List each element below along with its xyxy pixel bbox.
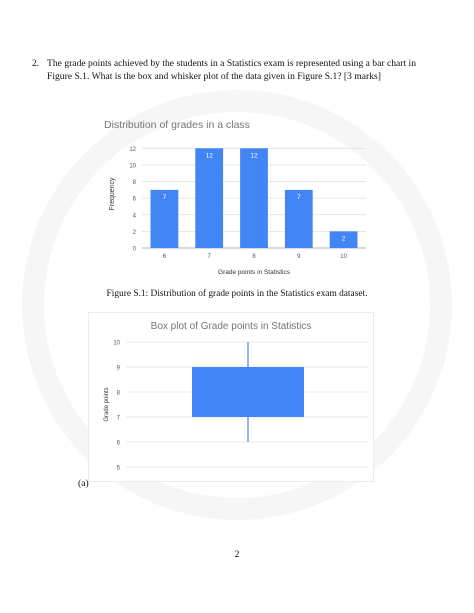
y-tick-label: 6 — [132, 196, 136, 203]
y-tick-label: 4 — [132, 213, 136, 220]
y-tick-label: 8 — [132, 180, 136, 187]
bar-data-label: 7 — [296, 193, 301, 201]
x-axis-label: Grade points in Statistics — [218, 269, 290, 276]
x-tick-label: 9 — [297, 254, 301, 260]
question-text: The grade points achieved by the students in a Statistics exam is represented using a bar chart in Figure S.1. What is the box and whisker plot of the data given in Figure S.1? [3 marks] — [47, 58, 416, 82]
x-tick-label: 6 — [162, 254, 167, 260]
y-tick-label: 5 — [116, 465, 120, 472]
bar-data-label: 12 — [250, 152, 258, 160]
bar-chart-grade-distribution — [88, 112, 374, 282]
x-tick-label: 10 — [340, 254, 347, 260]
bar-data-label: 2 — [341, 235, 346, 243]
y-axis-label: Grade points — [104, 387, 110, 422]
answer-option-label: (a) — [78, 478, 89, 489]
y-tick-label: 10 — [113, 340, 120, 347]
bar-data-label: 7 — [162, 193, 167, 201]
bar — [240, 148, 268, 248]
y-tick-label: 6 — [116, 440, 120, 447]
y-tick-label: 10 — [129, 163, 136, 170]
y-tick-label: 12 — [129, 146, 136, 153]
y-tick-label: 7 — [116, 415, 120, 422]
figure-caption: Figure S.1: Distribution of grade points in the Statistics exam dataset. — [106, 289, 368, 299]
chart-title: Box plot of Grade points in Statistics — [150, 321, 312, 332]
y-tick-label: 0 — [132, 246, 136, 253]
y-tick-label: 9 — [116, 365, 120, 372]
box-plot-grade-points — [88, 312, 374, 482]
page-number: 2 — [234, 549, 240, 560]
question-number: 2. — [32, 58, 40, 69]
bar-data-label: 12 — [205, 152, 213, 160]
bar — [195, 148, 223, 248]
y-tick-label: 2 — [132, 229, 136, 236]
y-axis-label: Frequency — [109, 177, 116, 211]
x-tick-label: 8 — [252, 254, 256, 260]
chart-title: Distribution of grades in a class — [104, 119, 250, 131]
x-tick-label: 7 — [207, 254, 211, 260]
y-tick-label: 8 — [116, 390, 120, 397]
